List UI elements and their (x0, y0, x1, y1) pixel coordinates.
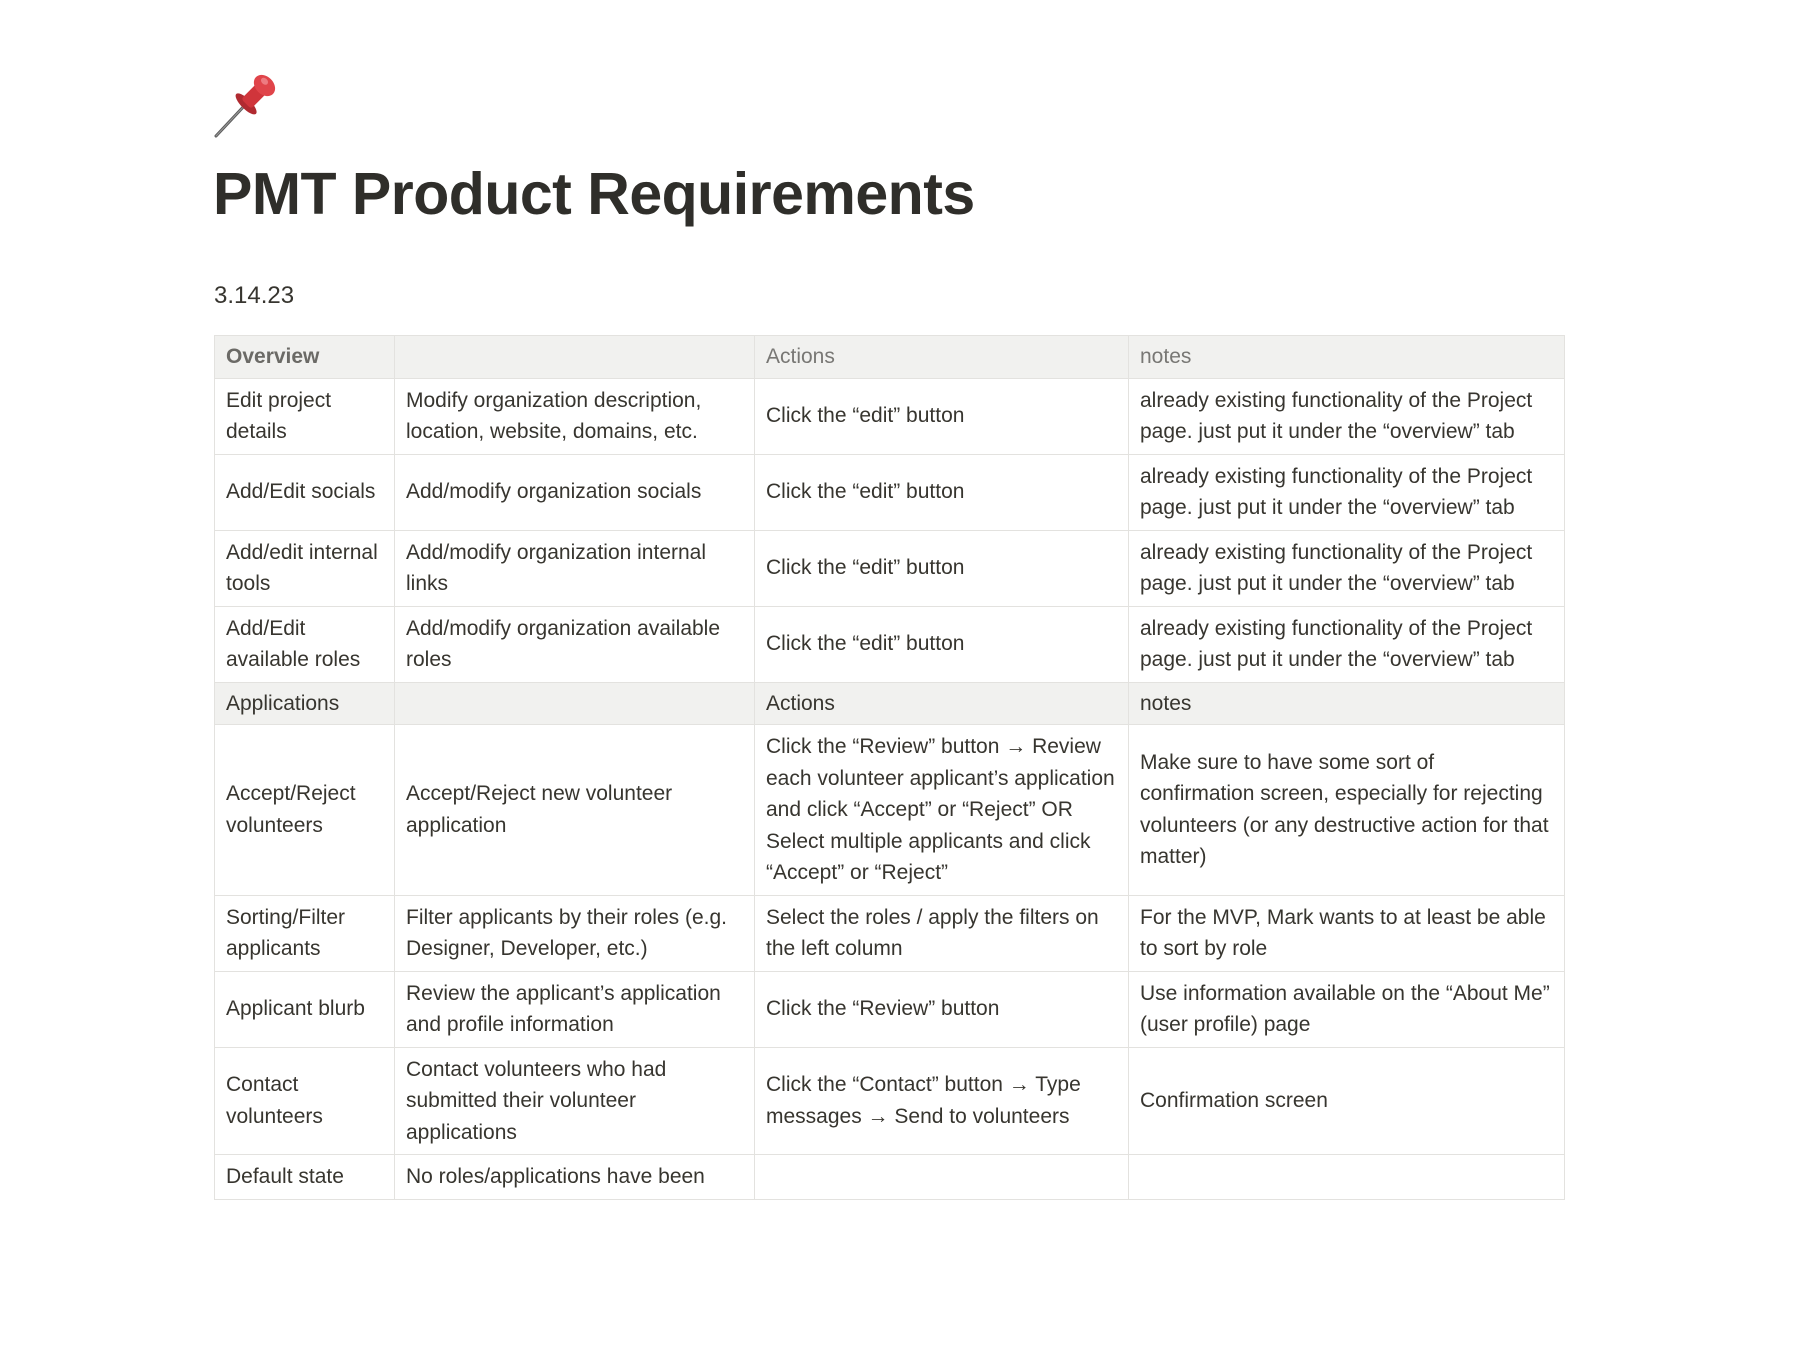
table-row (215, 378, 1565, 454)
table-cell[interactable]: Click the “edit” button (755, 454, 1129, 530)
table-cell[interactable]: Click the “edit” button (755, 606, 1129, 682)
table-header-cell[interactable]: Actions (755, 682, 1129, 725)
table-header-row (215, 682, 1565, 725)
table-row (215, 530, 1565, 606)
table-header-cell[interactable]: notes (1129, 682, 1565, 725)
table-cell[interactable]: Add/Edit available roles (215, 606, 395, 682)
table-cell[interactable]: Make sure to have some sort of confirmation screen, especially for rejecting volunteers (or any destructive action for that matter) (1129, 725, 1565, 896)
table-cell[interactable]: Click the “Review” button → Review each volunteer applicant’s application and click “Accept” or “Reject” OR Select multiple applicants and click “Accept” or “Reject” (755, 725, 1129, 896)
table-cell[interactable]: Accept/Reject new volunteer application (395, 725, 755, 896)
table-cell[interactable]: Contact volunteers who had submitted their volunteer applications (395, 1047, 755, 1155)
table-cell[interactable]: Edit project details (215, 378, 395, 454)
table-header-cell[interactable] (395, 682, 755, 725)
table-row (215, 895, 1565, 971)
table-cell[interactable]: Click the “edit” button (755, 530, 1129, 606)
table-cell[interactable]: Applicant blurb (215, 971, 395, 1047)
table-cell[interactable]: Add/modify organization socials (395, 454, 755, 530)
table-cell[interactable]: Select the roles / apply the filters on the left column (755, 895, 1129, 971)
table-row (215, 1047, 1565, 1155)
table-header-cell[interactable]: Overview (215, 336, 395, 379)
table-cell[interactable]: For the MVP, Mark wants to at least be able to sort by role (1129, 895, 1565, 971)
pushpin-icon[interactable] (212, 64, 288, 140)
table-header-cell[interactable] (395, 336, 755, 379)
table-cell[interactable]: Click the “Review” button (755, 971, 1129, 1047)
page-date[interactable]: 3.14.23 (214, 282, 295, 309)
table-cell[interactable]: Add/modify organization internal links (395, 530, 755, 606)
table-header-cell[interactable]: notes (1129, 336, 1565, 379)
table-header-cell[interactable]: Actions (755, 336, 1129, 379)
requirements-table (214, 335, 1565, 1200)
table-cell[interactable]: Confirmation screen (1129, 1047, 1565, 1155)
table-cell[interactable]: Add/Edit socials (215, 454, 395, 530)
table-row (215, 1155, 1565, 1200)
table-cell[interactable]: already existing functionality of the Project page. just put it under the “overview” tab (1129, 454, 1565, 530)
page-title[interactable]: PMT Product Requirements (213, 161, 975, 227)
table-cell[interactable]: Default state (215, 1155, 395, 1200)
table-cell[interactable]: Accept/Reject volunteers (215, 725, 395, 896)
table-cell[interactable]: Add/edit internal tools (215, 530, 395, 606)
table-cell[interactable]: already existing functionality of the Project page. just put it under the “overview” tab (1129, 378, 1565, 454)
table-cell[interactable]: Add/modify organization available roles (395, 606, 755, 682)
table-row (215, 725, 1565, 896)
table-row (215, 971, 1565, 1047)
table-cell[interactable] (1129, 1155, 1565, 1200)
table-cell[interactable]: Contact volunteers (215, 1047, 395, 1155)
table-cell[interactable]: Modify organization description, location, website, domains, etc. (395, 378, 755, 454)
table-cell[interactable] (755, 1155, 1129, 1200)
table-row (215, 606, 1565, 682)
table-cell[interactable]: Review the applicant’s application and profile information (395, 971, 755, 1047)
table-header-row (215, 336, 1565, 379)
table-cell[interactable]: Filter applicants by their roles (e.g. Designer, Developer, etc.) (395, 895, 755, 971)
table-header-cell[interactable]: Applications (215, 682, 395, 725)
table-cell[interactable]: Click the “Contact” button → Type messages → Send to volunteers (755, 1047, 1129, 1155)
table-row (215, 454, 1565, 530)
table-cell[interactable]: Click the “edit” button (755, 378, 1129, 454)
table-cell[interactable]: already existing functionality of the Project page. just put it under the “overview” tab (1129, 530, 1565, 606)
table-cell[interactable]: No roles/applications have been (395, 1155, 755, 1200)
table-cell[interactable]: Sorting/Filter applicants (215, 895, 395, 971)
table-cell[interactable]: already existing functionality of the Project page. just put it under the “overview” tab (1129, 606, 1565, 682)
table-cell[interactable]: Use information available on the “About Me” (user profile) page (1129, 971, 1565, 1047)
